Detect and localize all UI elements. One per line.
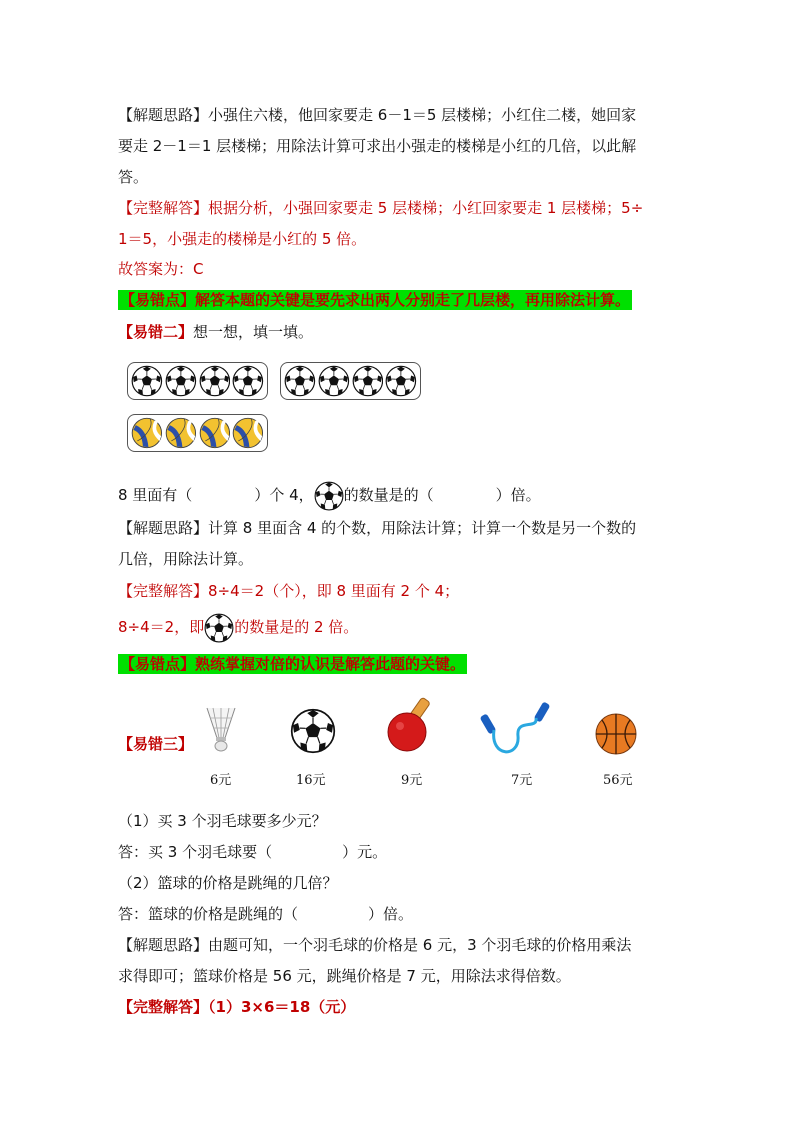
soccer-ball-icon bbox=[318, 365, 350, 397]
question2-key-point bbox=[118, 654, 467, 674]
question3-answer1-text-b: ）元。 bbox=[342, 843, 388, 861]
problem1-key-highlight: 【易错点】解答本题的关键是要先求出两人分别走了几层楼，再用除法计算。 bbox=[120, 291, 631, 309]
question2-thinking-text-1: 【解题思路】计算 8 里面含 4 的个数，用除法计算；计算一个数是另一个数的 bbox=[118, 519, 637, 537]
soccer-ball-icon bbox=[314, 481, 344, 511]
price-jump-rope: 7元 bbox=[511, 773, 533, 788]
ping-pong-paddle-icon bbox=[385, 696, 437, 754]
problem1-final-text: 故答案为：C bbox=[118, 260, 204, 278]
soccer-ball-icon bbox=[232, 365, 264, 397]
question3-answer-tag: 【完整解答】 bbox=[118, 998, 209, 1016]
question3-answer2-text-a: 答：篮球的价格是跳绳的（ bbox=[118, 905, 299, 923]
soccer-ball-icon bbox=[204, 613, 234, 643]
problem1-final-answer bbox=[118, 259, 203, 279]
soccer-group-2 bbox=[280, 362, 421, 400]
fill-text-e: ）倍。 bbox=[495, 486, 541, 504]
question2-tag: 【易错二】 bbox=[118, 323, 194, 341]
volleyball-icon bbox=[131, 417, 163, 449]
question2-key-highlight: 【易错点】熟练掌握对倍的认识是解答此题的关键。 bbox=[120, 655, 466, 673]
price-basketball: 56元 bbox=[603, 773, 633, 788]
volleyball-icon bbox=[165, 417, 197, 449]
question2-answer-text-2b: 的数量是 bbox=[234, 618, 295, 636]
problem1-answer-text-2: 1＝5，小强走的楼梯是小红的 5 倍。 bbox=[118, 230, 367, 248]
question3-thinking-line1 bbox=[118, 935, 631, 955]
volleyball-icon bbox=[199, 417, 231, 449]
question3-thinking-text-2: 求得即可；篮球价格是 56 元，跳绳价格是 7 元，用除法求得倍数。 bbox=[118, 967, 571, 985]
fill-text-d: 的（ bbox=[403, 486, 434, 504]
question2-answer-text-1: 【完整解答】8÷4＝2（个），即 8 里面有 2 个 4； bbox=[118, 582, 460, 600]
fill-text-c: 的数量是 bbox=[343, 486, 404, 504]
price-shuttlecock: 6元 bbox=[210, 773, 232, 788]
fill-text-b: ）个 4， bbox=[254, 486, 314, 504]
fill-text-a: 8 里面有（ bbox=[118, 486, 193, 504]
soccer-ball-icon bbox=[385, 365, 417, 397]
problem1-thinking-line3 bbox=[118, 167, 148, 187]
price-paddle: 9元 bbox=[401, 773, 423, 788]
question3-answer2-text-b: ）倍。 bbox=[368, 905, 414, 923]
volleyball-group bbox=[127, 414, 268, 452]
question2-thinking-line2 bbox=[118, 549, 253, 569]
question2-prompt: 想一想，填一填。 bbox=[193, 323, 314, 341]
question3-sub2 bbox=[118, 873, 338, 893]
question3-sub1-text: （1）买 3 个羽毛球要多少元？ bbox=[118, 812, 327, 830]
question3-answer1-text-a: 答：买 3 个羽毛球要（ bbox=[118, 843, 273, 861]
problem1-thinking-line1 bbox=[118, 105, 636, 125]
soccer-ball-icon bbox=[199, 365, 231, 397]
question3-sub1 bbox=[118, 811, 327, 831]
question2-thinking-text-2: 几倍，用除法计算。 bbox=[118, 550, 254, 568]
question3-answer-line bbox=[118, 997, 355, 1017]
question2-thinking-line1 bbox=[118, 518, 636, 538]
jump-rope-icon bbox=[480, 700, 552, 756]
soccer-ball-icon bbox=[165, 365, 197, 397]
question3-answer-text: （1）3×6＝18（元） bbox=[208, 998, 356, 1016]
problem1-answer-text-1: 【完整解答】根据分析，小强回家要走 5 层楼梯；小红回家要走 1 层楼梯；5÷ bbox=[118, 199, 644, 217]
problem1-key-point bbox=[118, 290, 632, 310]
question3-tag bbox=[118, 734, 193, 754]
soccer-ball-icon bbox=[290, 708, 336, 754]
shuttlecock-icon bbox=[203, 706, 239, 752]
question2-answer-line2 bbox=[118, 612, 358, 643]
price-soccer: 16元 bbox=[296, 773, 326, 788]
problem1-thinking-text-3: 答。 bbox=[118, 168, 149, 186]
question3-answer2 bbox=[118, 904, 413, 924]
soccer-ball-icon bbox=[352, 365, 384, 397]
soccer-ball-icon bbox=[284, 365, 316, 397]
question2-fill-line bbox=[118, 480, 541, 511]
question3-thinking-line2 bbox=[118, 966, 571, 986]
volleyball-icon bbox=[232, 417, 264, 449]
question3-answer1 bbox=[118, 842, 387, 862]
soccer-group-1 bbox=[127, 362, 268, 400]
problem1-thinking-text-2: 要走 2－1＝1 层楼梯；用除法计算可求出小强走的楼梯是小红的几倍，以此解 bbox=[118, 137, 637, 155]
problem1-thinking-line2 bbox=[118, 136, 636, 156]
soccer-ball-icon bbox=[131, 365, 163, 397]
question2-answer-text-2a: 8÷4＝2，即 bbox=[118, 618, 205, 636]
basketball-icon bbox=[594, 712, 638, 756]
question3-sub2-text: （2）篮球的价格是跳绳的几倍？ bbox=[118, 874, 338, 892]
question3-tag-text: 【易错三】 bbox=[118, 735, 194, 753]
question2-answer-line1 bbox=[118, 581, 459, 601]
question2-title bbox=[118, 322, 313, 342]
question2-answer-text-2c: 的 2 倍。 bbox=[294, 618, 359, 636]
question3-thinking-text-1: 【解题思路】由题可知，一个羽毛球的价格是 6 元，3 个羽毛球的价格用乘法 bbox=[118, 936, 632, 954]
problem1-answer-line2 bbox=[118, 229, 366, 249]
problem1-thinking-text-1: 【解题思路】小强住六楼，他回家要走 6－1＝5 层楼梯；小红住二楼，她回家 bbox=[118, 106, 637, 124]
problem1-answer-line1 bbox=[118, 198, 643, 218]
